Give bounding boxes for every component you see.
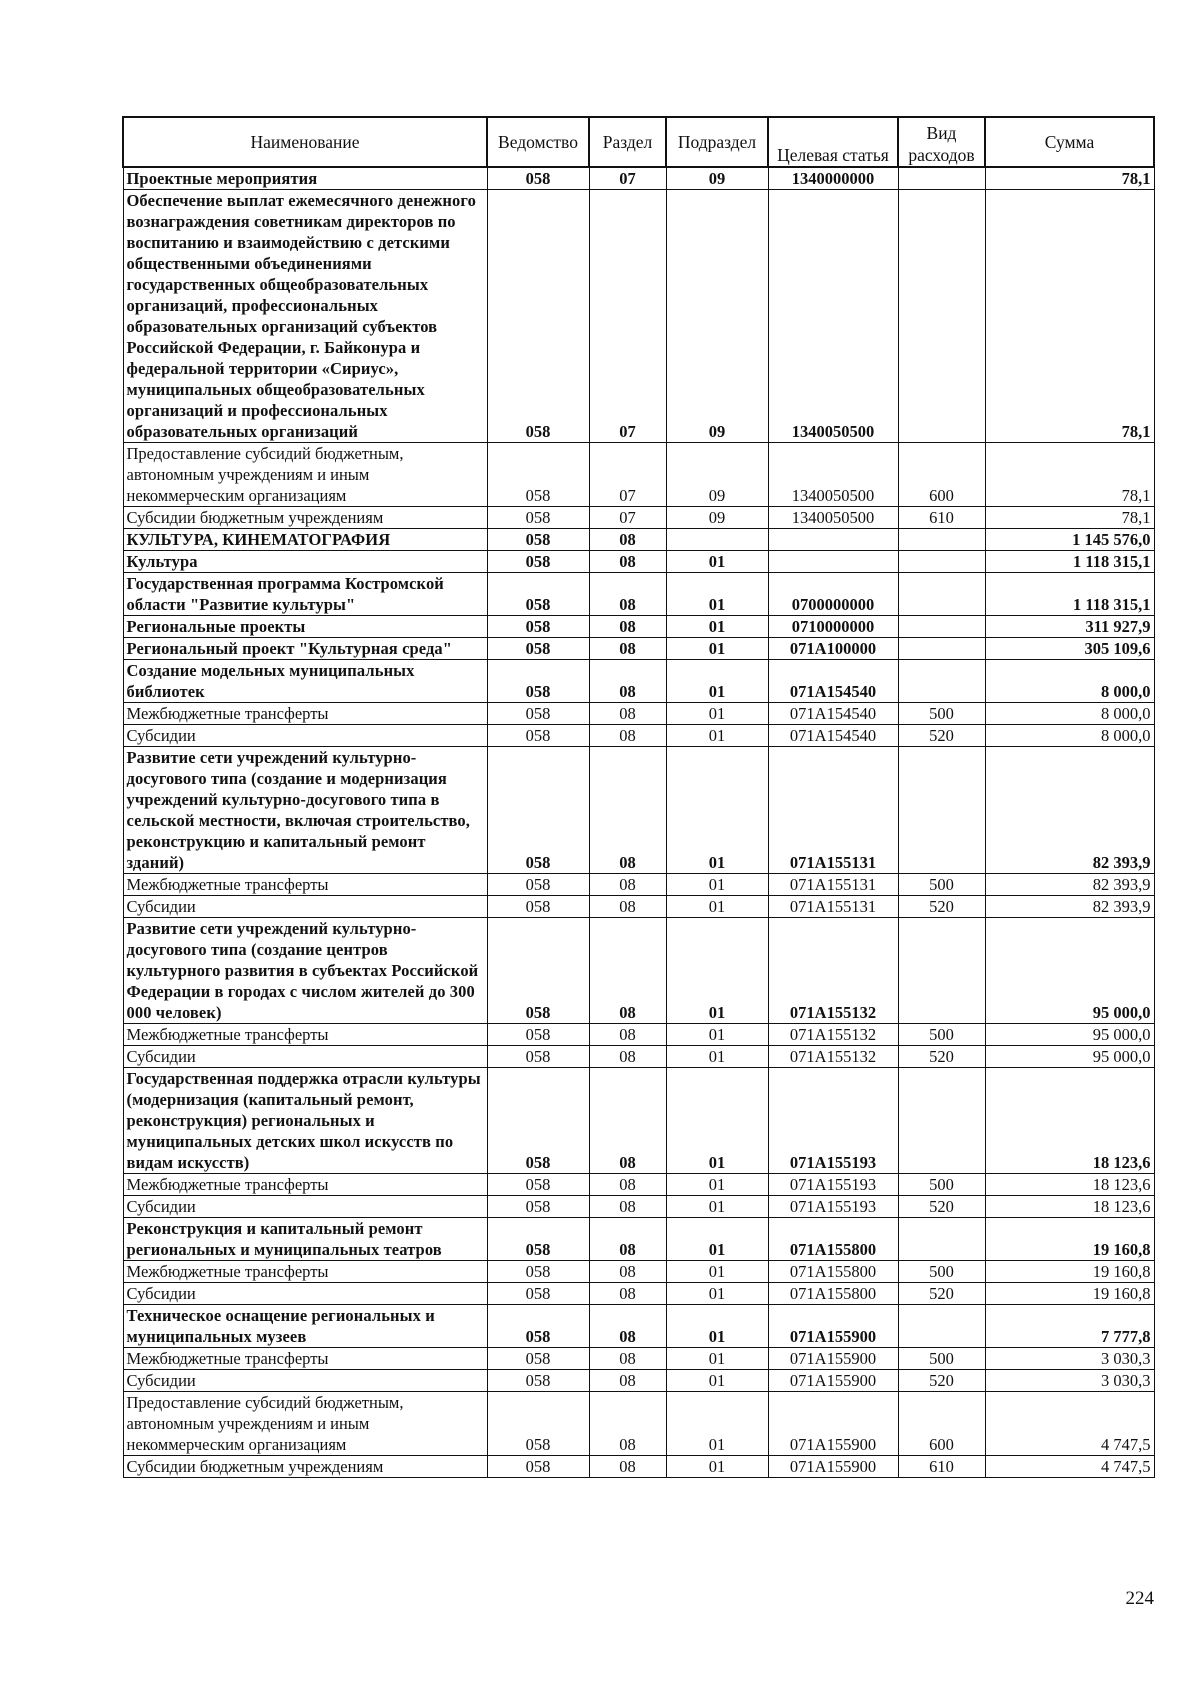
cell-celevaya-statya: 071А155900	[768, 1348, 898, 1370]
cell-summa: 8 000,0	[985, 660, 1154, 703]
cell-summa: 19 160,8	[985, 1218, 1154, 1261]
cell-vedomstvo: 058	[487, 1392, 589, 1456]
cell-name: Субсидии бюджетным учреждениям	[123, 507, 487, 529]
cell-vedomstvo: 058	[487, 443, 589, 507]
cell-summa: 3 030,3	[985, 1370, 1154, 1392]
cell-name: Межбюджетные трансферты	[123, 874, 487, 896]
cell-vid-rashodov	[898, 616, 985, 638]
cell-podrazdel: 01	[666, 1174, 768, 1196]
cell-razdel: 08	[589, 918, 666, 1024]
cell-razdel: 08	[589, 1283, 666, 1305]
cell-name: Субсидии	[123, 1370, 487, 1392]
cell-name: Межбюджетные трансферты	[123, 1261, 487, 1283]
cell-podrazdel: 01	[666, 918, 768, 1024]
cell-vid-rashodov: 610	[898, 507, 985, 529]
cell-podrazdel: 01	[666, 703, 768, 725]
cell-podrazdel: 09	[666, 443, 768, 507]
table-row	[123, 874, 1154, 896]
cell-name: Техническое оснащение региональных и муниципальных музеев	[123, 1305, 487, 1348]
cell-summa: 1 118 315,1	[985, 573, 1154, 616]
cell-podrazdel: 09	[666, 190, 768, 443]
cell-celevaya-statya: 071А155900	[768, 1456, 898, 1478]
cell-celevaya-statya: 071А155131	[768, 896, 898, 918]
cell-vid-rashodov	[898, 747, 985, 874]
cell-celevaya-statya: 071А155193	[768, 1174, 898, 1196]
cell-razdel: 08	[589, 1305, 666, 1348]
cell-vedomstvo: 058	[487, 551, 589, 573]
table-row	[123, 1024, 1154, 1046]
cell-celevaya-statya: 071А100000	[768, 638, 898, 660]
cell-razdel: 08	[589, 1046, 666, 1068]
table-row	[123, 529, 1154, 551]
cell-name: Субсидии бюджетным учреждениям	[123, 1456, 487, 1478]
cell-razdel: 08	[589, 896, 666, 918]
cell-name: КУЛЬТУРА, КИНЕМАТОГРАФИЯ	[123, 529, 487, 551]
cell-name: Субсидии	[123, 1046, 487, 1068]
table-row	[123, 896, 1154, 918]
cell-vid-rashodov: 520	[898, 1283, 985, 1305]
cell-razdel: 08	[589, 1261, 666, 1283]
cell-summa: 311 927,9	[985, 616, 1154, 638]
cell-summa: 18 123,6	[985, 1174, 1154, 1196]
cell-summa: 1 118 315,1	[985, 551, 1154, 573]
cell-summa: 78,1	[985, 167, 1154, 190]
cell-celevaya-statya: 1340050500	[768, 443, 898, 507]
cell-vedomstvo: 058	[487, 1024, 589, 1046]
cell-celevaya-statya	[768, 529, 898, 551]
cell-vedomstvo: 058	[487, 747, 589, 874]
cell-vid-rashodov	[898, 573, 985, 616]
cell-vid-rashodov	[898, 529, 985, 551]
cell-razdel: 08	[589, 573, 666, 616]
cell-celevaya-statya	[768, 551, 898, 573]
cell-name: Развитие сети учреждений культурно-досугового типа (создание центров культурного развития в субъектах Российской Федерации в городах с числом жителей до 300 000 человек)	[123, 918, 487, 1024]
table-row	[123, 1283, 1154, 1305]
cell-podrazdel: 01	[666, 1196, 768, 1218]
cell-vedomstvo: 058	[487, 1218, 589, 1261]
cell-vid-rashodov	[898, 167, 985, 190]
cell-podrazdel: 01	[666, 616, 768, 638]
cell-podrazdel: 01	[666, 1024, 768, 1046]
cell-razdel: 08	[589, 551, 666, 573]
table-header-row	[123, 117, 1154, 167]
cell-vid-rashodov: 600	[898, 443, 985, 507]
cell-celevaya-statya: 1340050500	[768, 507, 898, 529]
cell-vedomstvo: 058	[487, 638, 589, 660]
cell-vedomstvo: 058	[487, 703, 589, 725]
header-name: Наименование	[123, 117, 487, 167]
cell-celevaya-statya: 0700000000	[768, 573, 898, 616]
cell-podrazdel: 01	[666, 1261, 768, 1283]
cell-name: Государственная поддержка отрасли культуры (модернизация (капитальный ремонт, реконструкция) региональных и муниципальных детских школ искусств по видам искусств)	[123, 1068, 487, 1174]
cell-vedomstvo: 058	[487, 1046, 589, 1068]
cell-summa: 19 160,8	[985, 1261, 1154, 1283]
table-row	[123, 1370, 1154, 1392]
cell-name: Субсидии	[123, 1283, 487, 1305]
cell-vid-rashodov: 520	[898, 1370, 985, 1392]
cell-celevaya-statya: 071А155193	[768, 1196, 898, 1218]
cell-vid-rashodov: 500	[898, 1348, 985, 1370]
cell-razdel: 08	[589, 703, 666, 725]
table-row	[123, 1348, 1154, 1370]
cell-celevaya-statya: 1340050500	[768, 190, 898, 443]
cell-razdel: 08	[589, 616, 666, 638]
cell-vedomstvo: 058	[487, 190, 589, 443]
cell-name: Региональные проекты	[123, 616, 487, 638]
header-summa: Сумма	[985, 117, 1154, 167]
cell-name: Региональный проект "Культурная среда"	[123, 638, 487, 660]
cell-vedomstvo: 058	[487, 1370, 589, 1392]
table-row	[123, 703, 1154, 725]
cell-razdel: 07	[589, 167, 666, 190]
cell-podrazdel: 01	[666, 1305, 768, 1348]
cell-vid-rashodov: 500	[898, 1024, 985, 1046]
table-row	[123, 551, 1154, 573]
cell-celevaya-statya: 071А155900	[768, 1370, 898, 1392]
cell-summa: 78,1	[985, 507, 1154, 529]
table-row	[123, 190, 1154, 443]
cell-vedomstvo: 058	[487, 1196, 589, 1218]
cell-vedomstvo: 058	[487, 573, 589, 616]
cell-vid-rashodov: 520	[898, 896, 985, 918]
cell-celevaya-statya: 071А154540	[768, 725, 898, 747]
cell-vid-rashodov	[898, 1068, 985, 1174]
cell-celevaya-statya: 071А155900	[768, 1392, 898, 1456]
cell-vedomstvo: 058	[487, 1305, 589, 1348]
cell-podrazdel: 01	[666, 638, 768, 660]
cell-vid-rashodov	[898, 1305, 985, 1348]
cell-razdel: 08	[589, 725, 666, 747]
cell-celevaya-statya: 071А154540	[768, 703, 898, 725]
table-body	[123, 167, 1154, 1478]
table-row	[123, 1174, 1154, 1196]
table-row	[123, 1196, 1154, 1218]
cell-razdel: 08	[589, 638, 666, 660]
cell-podrazdel: 09	[666, 507, 768, 529]
cell-podrazdel	[666, 529, 768, 551]
cell-summa: 3 030,3	[985, 1348, 1154, 1370]
cell-summa: 82 393,9	[985, 747, 1154, 874]
table-row	[123, 660, 1154, 703]
cell-razdel: 08	[589, 1456, 666, 1478]
cell-razdel: 08	[589, 1174, 666, 1196]
table-row	[123, 616, 1154, 638]
cell-vid-rashodov: 600	[898, 1392, 985, 1456]
cell-name: Создание модельных муниципальных библиотек	[123, 660, 487, 703]
cell-summa: 95 000,0	[985, 1046, 1154, 1068]
cell-celevaya-statya: 071А155900	[768, 1305, 898, 1348]
cell-podrazdel: 01	[666, 1456, 768, 1478]
cell-summa: 82 393,9	[985, 896, 1154, 918]
cell-celevaya-statya: 0710000000	[768, 616, 898, 638]
cell-razdel: 07	[589, 190, 666, 443]
cell-name: Межбюджетные трансферты	[123, 703, 487, 725]
header-vedomstvo: Ведомство	[487, 117, 589, 167]
cell-name: Государственная программа Костромской области "Развитие культуры"	[123, 573, 487, 616]
cell-podrazdel: 09	[666, 167, 768, 190]
cell-vedomstvo: 058	[487, 616, 589, 638]
cell-celevaya-statya: 071А155132	[768, 1024, 898, 1046]
cell-razdel: 08	[589, 1218, 666, 1261]
table-row	[123, 1305, 1154, 1348]
cell-summa: 8 000,0	[985, 703, 1154, 725]
cell-summa: 8 000,0	[985, 725, 1154, 747]
cell-vid-rashodov: 520	[898, 1196, 985, 1218]
cell-name: Предоставление субсидий бюджетным, автономным учреждениям и иным некоммерческим организациям	[123, 443, 487, 507]
cell-vid-rashodov	[898, 638, 985, 660]
cell-summa: 4 747,5	[985, 1392, 1154, 1456]
cell-vedomstvo: 058	[487, 874, 589, 896]
cell-razdel: 08	[589, 1392, 666, 1456]
cell-vid-rashodov: 500	[898, 874, 985, 896]
cell-celevaya-statya: 071А155132	[768, 918, 898, 1024]
cell-vedomstvo: 058	[487, 507, 589, 529]
header-podrazdel: Подраздел	[666, 117, 768, 167]
cell-vid-rashodov: 520	[898, 725, 985, 747]
table-row	[123, 443, 1154, 507]
cell-summa: 78,1	[985, 443, 1154, 507]
cell-celevaya-statya: 071А155131	[768, 874, 898, 896]
cell-vedomstvo: 058	[487, 918, 589, 1024]
cell-podrazdel: 01	[666, 874, 768, 896]
cell-vedomstvo: 058	[487, 1456, 589, 1478]
cell-vedomstvo: 058	[487, 1174, 589, 1196]
cell-summa: 7 777,8	[985, 1305, 1154, 1348]
page-number: 224	[1125, 1588, 1154, 1609]
cell-razdel: 07	[589, 507, 666, 529]
table-row	[123, 1046, 1154, 1068]
cell-vid-rashodov	[898, 551, 985, 573]
cell-vedomstvo: 058	[487, 1348, 589, 1370]
cell-vid-rashodov	[898, 1218, 985, 1261]
cell-razdel: 08	[589, 1196, 666, 1218]
cell-vedomstvo: 058	[487, 660, 589, 703]
table-row	[123, 918, 1154, 1024]
cell-name: Реконструкция и капитальный ремонт региональных и муниципальных театров	[123, 1218, 487, 1261]
cell-vid-rashodov: 520	[898, 1046, 985, 1068]
table-row	[123, 167, 1154, 190]
cell-celevaya-statya: 1340000000	[768, 167, 898, 190]
cell-name: Субсидии	[123, 725, 487, 747]
cell-razdel: 08	[589, 1370, 666, 1392]
cell-vedomstvo: 058	[487, 1068, 589, 1174]
cell-celevaya-statya: 071А155193	[768, 1068, 898, 1174]
cell-name: Предоставление субсидий бюджетным, автономным учреждениям и иным некоммерческим организациям	[123, 1392, 487, 1456]
cell-vedomstvo: 058	[487, 725, 589, 747]
cell-celevaya-statya: 071А155800	[768, 1218, 898, 1261]
cell-name: Межбюджетные трансферты	[123, 1024, 487, 1046]
cell-podrazdel: 01	[666, 1068, 768, 1174]
table-row	[123, 1456, 1154, 1478]
cell-celevaya-statya: 071А155132	[768, 1046, 898, 1068]
cell-summa: 305 109,6	[985, 638, 1154, 660]
cell-summa: 1 145 576,0	[985, 529, 1154, 551]
cell-razdel: 08	[589, 660, 666, 703]
header-razdel: Раздел	[589, 117, 666, 167]
table-row	[123, 1261, 1154, 1283]
table-row	[123, 747, 1154, 874]
cell-name: Развитие сети учреждений культурно-досугового типа (создание и модернизация учреждений культурно-досугового типа в сельской местности, включая строительство, реконструкцию и капитальный ремонт зданий)	[123, 747, 487, 874]
cell-name: Субсидии	[123, 896, 487, 918]
cell-name: Межбюджетные трансферты	[123, 1348, 487, 1370]
cell-vedomstvo: 058	[487, 1261, 589, 1283]
table-row	[123, 573, 1154, 616]
cell-vid-rashodov: 500	[898, 703, 985, 725]
cell-podrazdel: 01	[666, 747, 768, 874]
cell-podrazdel: 01	[666, 1283, 768, 1305]
cell-vid-rashodov	[898, 660, 985, 703]
table-row	[123, 1218, 1154, 1261]
cell-podrazdel: 01	[666, 1370, 768, 1392]
cell-razdel: 08	[589, 1068, 666, 1174]
cell-vedomstvo: 058	[487, 896, 589, 918]
table-row	[123, 725, 1154, 747]
cell-vedomstvo: 058	[487, 529, 589, 551]
cell-podrazdel: 01	[666, 660, 768, 703]
cell-vid-rashodov	[898, 190, 985, 443]
cell-podrazdel: 01	[666, 1218, 768, 1261]
cell-razdel: 08	[589, 747, 666, 874]
cell-vid-rashodov: 500	[898, 1174, 985, 1196]
cell-razdel: 08	[589, 874, 666, 896]
table-row	[123, 507, 1154, 529]
cell-vedomstvo: 058	[487, 167, 589, 190]
cell-summa: 18 123,6	[985, 1068, 1154, 1174]
cell-podrazdel: 01	[666, 1392, 768, 1456]
cell-podrazdel: 01	[666, 551, 768, 573]
cell-summa: 95 000,0	[985, 1024, 1154, 1046]
cell-name: Проектные мероприятия	[123, 167, 487, 190]
cell-vid-rashodov: 610	[898, 1456, 985, 1478]
cell-name: Субсидии	[123, 1196, 487, 1218]
table-row	[123, 1392, 1154, 1456]
table-row	[123, 638, 1154, 660]
budget-table	[122, 116, 1155, 1478]
cell-summa: 82 393,9	[985, 874, 1154, 896]
cell-summa: 19 160,8	[985, 1283, 1154, 1305]
cell-celevaya-statya: 071А155800	[768, 1261, 898, 1283]
cell-razdel: 08	[589, 1024, 666, 1046]
cell-podrazdel: 01	[666, 725, 768, 747]
cell-razdel: 07	[589, 443, 666, 507]
cell-summa: 95 000,0	[985, 918, 1154, 1024]
cell-podrazdel: 01	[666, 573, 768, 616]
header-vid-rashodov: Вид расходов	[898, 117, 985, 167]
cell-name: Межбюджетные трансферты	[123, 1174, 487, 1196]
header-celevaya-statya: Целевая статья	[768, 117, 898, 167]
cell-celevaya-statya: 071А155800	[768, 1283, 898, 1305]
cell-podrazdel: 01	[666, 1046, 768, 1068]
cell-razdel: 08	[589, 529, 666, 551]
cell-summa: 4 747,5	[985, 1456, 1154, 1478]
cell-podrazdel: 01	[666, 896, 768, 918]
cell-podrazdel: 01	[666, 1348, 768, 1370]
cell-vid-rashodov	[898, 918, 985, 1024]
cell-name: Культура	[123, 551, 487, 573]
cell-celevaya-statya: 071А155131	[768, 747, 898, 874]
cell-summa: 18 123,6	[985, 1196, 1154, 1218]
cell-celevaya-statya: 071А154540	[768, 660, 898, 703]
cell-summa: 78,1	[985, 190, 1154, 443]
cell-name: Обеспечение выплат ежемесячного денежного вознаграждения советникам директоров по воспитанию и взаимодействию с детскими общественными объединениями государственных общеобразовательных организаций, профессиональных образовательных организаций субъектов Российской Федерации, г. Байконура и федеральной территории «Сириус», муниципальных общеобразовательных организаций и профессиональных образовательных организаций	[123, 190, 487, 443]
cell-razdel: 08	[589, 1348, 666, 1370]
cell-vid-rashodov: 500	[898, 1261, 985, 1283]
cell-vedomstvo: 058	[487, 1283, 589, 1305]
table-row	[123, 1068, 1154, 1174]
